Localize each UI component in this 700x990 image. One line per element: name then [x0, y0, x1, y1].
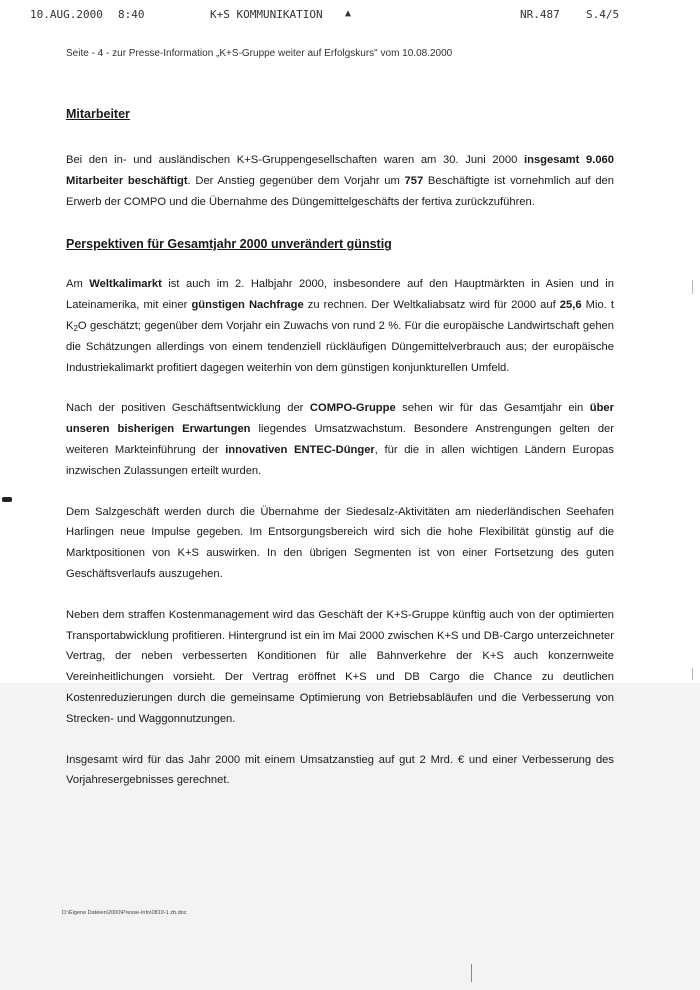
fax-date: 10.AUG.2000	[30, 8, 103, 21]
running-head: Seite - 4 - zur Presse-Information „K+S-Gruppe weiter auf Erfolgskurs" vom 10.08.2000	[66, 48, 453, 59]
paragraph-mitarbeiter: Bei den in- und ausländischen K+S-Gruppengesellschaften waren am 30. Juni 2000 insgesamt 9.060 Mitarbeiter beschäftigt. Der Anstieg gegenüber dem Vorjahr um 757 Beschäftigte ist vornehmlich auf den Erwerb der COMPO und die Übernahme des Düngemittelgeschäfts der fertiva zurückzuführen.	[66, 154, 614, 208]
fax-time: 8:40	[118, 8, 145, 21]
paragraph-salzgeschaeft: Dem Salzgeschäft werden durch die Übernahme der Siedesalz-Aktivitäten am niederländischen Seehafen Harlingen neue Impulse gegeben. Im Entsorgungsbereich wird sich die hohe Flexibilität günstig auf die Marktpositionen von K+S auswirken. In den übrigen Segmenten ist von einer Fortsetzung des guten Geschäftsverlaufs auszugehen.	[66, 505, 614, 580]
paragraph-weltkalimarkt: Am Weltkalimarkt ist auch im 2. Halbjahr 2000, insbesondere auf den Hauptmärkten in Asien und in Lateinamerika, mit einer günstigen Nachfrage zu rechnen. Der Weltkaliabsatz wird für 2000 auf 25,6 Mio. t $K_2O$ geschätzt; gegenüber dem Vorjahr ein Zuwachs von rund 2 %. Für die europäische Landwirtschaft gehen die Schätzungen allerdings von einem tendenziell rückläufigen Düngemittelverbrauch aus; der europäische Industriekalimarkt profitiert dagegen weiterhin von dem günstigen konjunkturellen Umfeld.	[66, 278, 614, 374]
scan-mark-bottom	[471, 964, 472, 982]
heading-mitarbeiter: Mitarbeiter	[66, 107, 130, 121]
scan-mark-right	[692, 668, 693, 680]
heading-perspektiven: Perspektiven für Gesamtjahr 2000 unverändert günstig	[66, 237, 392, 252]
fax-page: S.4/5	[586, 8, 620, 21]
paragraph-compo: Nach der positiven Geschäftsentwicklung der COMPO-Gruppe sehen wir für das Gesamtjahr ein über unseren bisherigen Erwartungen liegendes Umsatzwachstum. Besondere Anstrengungen gelten der weiteren Markteinführung der innovativen ENTEC-Dünger, für die in allen wichtigen Ländern Europas inzwischen Zulassungen erteilt wurden.	[66, 402, 615, 477]
document-body	[66, 106, 614, 791]
paragraph-transport: Neben dem straffen Kostenmanagement wird das Geschäft der K+S-Gruppe künftig auch von der optimierten Transportabwicklung profitieren. Hintergrund ist ein im Mai 2000 zwischen K+S und DB-Cargo unterzeichneter Vertrag, der neben verbesserten Konditionen für alle Bahnverkehre der K+S auch konzernweite Vereinheitlichungen vorsieht. Der Vertrag eröffnet K+S und DB Cargo die Chance zu deutlichen Kostenreduzierungen durch die gemeinsame Optimierung von Betriebsabläufen und die Verbesserung von Strecken- und Waggonnutzungen.	[66, 608, 614, 725]
fax-header	[0, 8, 700, 24]
paragraph-ausblick: Insgesamt wird für das Jahr 2000 mit einem Umsatzanstieg auf gut 2 Mrd. € und einer Verbesserung des Vorjahresergebnisses gerechnet.	[66, 753, 614, 787]
fax-sender: K+S KOMMUNIKATION	[210, 8, 323, 21]
fax-number: NR.487	[520, 8, 560, 21]
fax-marker-icon: ▲	[345, 8, 352, 19]
scan-mark-left	[2, 497, 12, 502]
footer-file-path: D:\Eigene Dateien\2000\Presse-Info\0810-1 zb.doc	[62, 910, 187, 916]
scan-mark-right	[692, 280, 693, 294]
